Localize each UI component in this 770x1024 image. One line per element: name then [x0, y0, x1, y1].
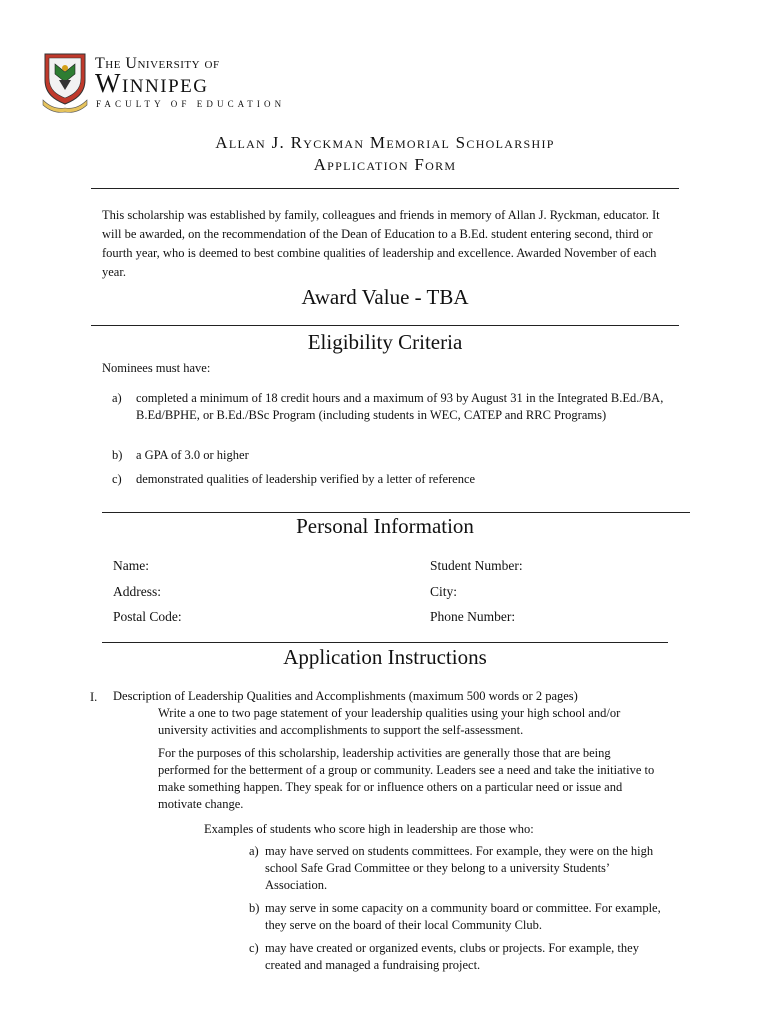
student-number-label: Student Number:: [430, 558, 523, 573]
faculty-name: FACULTY OF EDUCATION: [96, 99, 286, 109]
eligibility-item: [112, 447, 672, 464]
eligibility-item: [112, 390, 672, 424]
divider: [91, 325, 679, 326]
form-title-line2: Application Form: [313, 155, 457, 174]
list-marker: b): [112, 448, 123, 462]
example-item: [249, 940, 669, 974]
eligibility-heading: Eligibility Criteria: [307, 330, 463, 354]
list-marker: c): [249, 941, 259, 955]
list-marker: a): [112, 391, 122, 405]
address-label: Address:: [113, 584, 161, 599]
list-item-text: completed a minimum of 18 credit hours and a maximum of 93 by August 31 in the Integrated B.Ed./BA, B.Ed/BPHE, or B.Ed./BSc Program (including students in WEC, CATEP and RRC Programs): [136, 391, 664, 422]
form-title-line1: Allan J. Ryckman Memorial Scholarship: [215, 133, 555, 152]
list-item-text: a GPA of 3.0 or higher: [136, 448, 249, 462]
list-marker: b): [249, 901, 260, 915]
award-value-heading: Award Value - TBA: [301, 285, 469, 309]
divider: [102, 512, 690, 513]
example-item: [249, 900, 669, 934]
list-marker: a): [249, 844, 259, 858]
university-name-line2: Winnipeg: [95, 68, 209, 98]
postal-code-label: Postal Code:: [113, 609, 182, 624]
instructions-heading: Application Instructions: [283, 645, 487, 669]
instruction-paragraph: For the purposes of this scholarship, leadership activities are generally those that are being performed for the betterment of a group or community. Leaders see a need and take the initiative to make something happen. They speak for or influence others on a particular need or issue and motivate change.: [158, 746, 655, 811]
list-item-text: may serve in some capacity on a community board or committee. For example, they serve on the board of their local Community Club.: [265, 901, 661, 932]
eligibility-lead: Nominees must have:: [102, 361, 211, 375]
divider: [91, 188, 679, 189]
instruction-title: Description of Leadership Qualities and Accomplishments (maximum 500 words or 2 pages): [113, 689, 578, 703]
list-item-text: may have served on students committees. For example, they were on the high school Safe Grad Committee or they belong to a university Students’ Association.: [265, 844, 654, 892]
list-marker: c): [112, 472, 122, 486]
university-name-line1: The University of: [95, 55, 220, 72]
city-label: City:: [430, 584, 458, 599]
eligibility-item: [112, 471, 672, 488]
examples-lead: Examples of students who score high in leadership are those who:: [204, 822, 534, 836]
personal-info-heading: Personal Information: [296, 514, 474, 538]
phone-number-label: Phone Number:: [430, 609, 516, 624]
instruction-marker: I.: [90, 690, 98, 704]
example-item: [249, 843, 669, 894]
name-label: Name:: [113, 558, 149, 573]
list-item-text: demonstrated qualities of leadership verified by a letter of reference: [136, 472, 476, 486]
intro-paragraph: This scholarship was established by family, colleagues and friends in memory of Allan J. Ryckman, educator. It will be awarded, on the recommendation of the Dean of Education to a B.Ed. student entering second, third or fourth year, who is deemed to best combine qualities of leadership and excellence. Awarded November of each year.: [102, 208, 660, 279]
divider: [102, 642, 668, 643]
list-item-text: may have created or organized events, clubs or projects. For example, they created and managed a fundraising project.: [265, 941, 639, 972]
university-crest-logo: [41, 50, 89, 114]
instruction-paragraph: Write a one to two page statement of your leadership qualities using your high school and/or university activities and accomplishments to support the self-assessment.: [158, 706, 621, 737]
